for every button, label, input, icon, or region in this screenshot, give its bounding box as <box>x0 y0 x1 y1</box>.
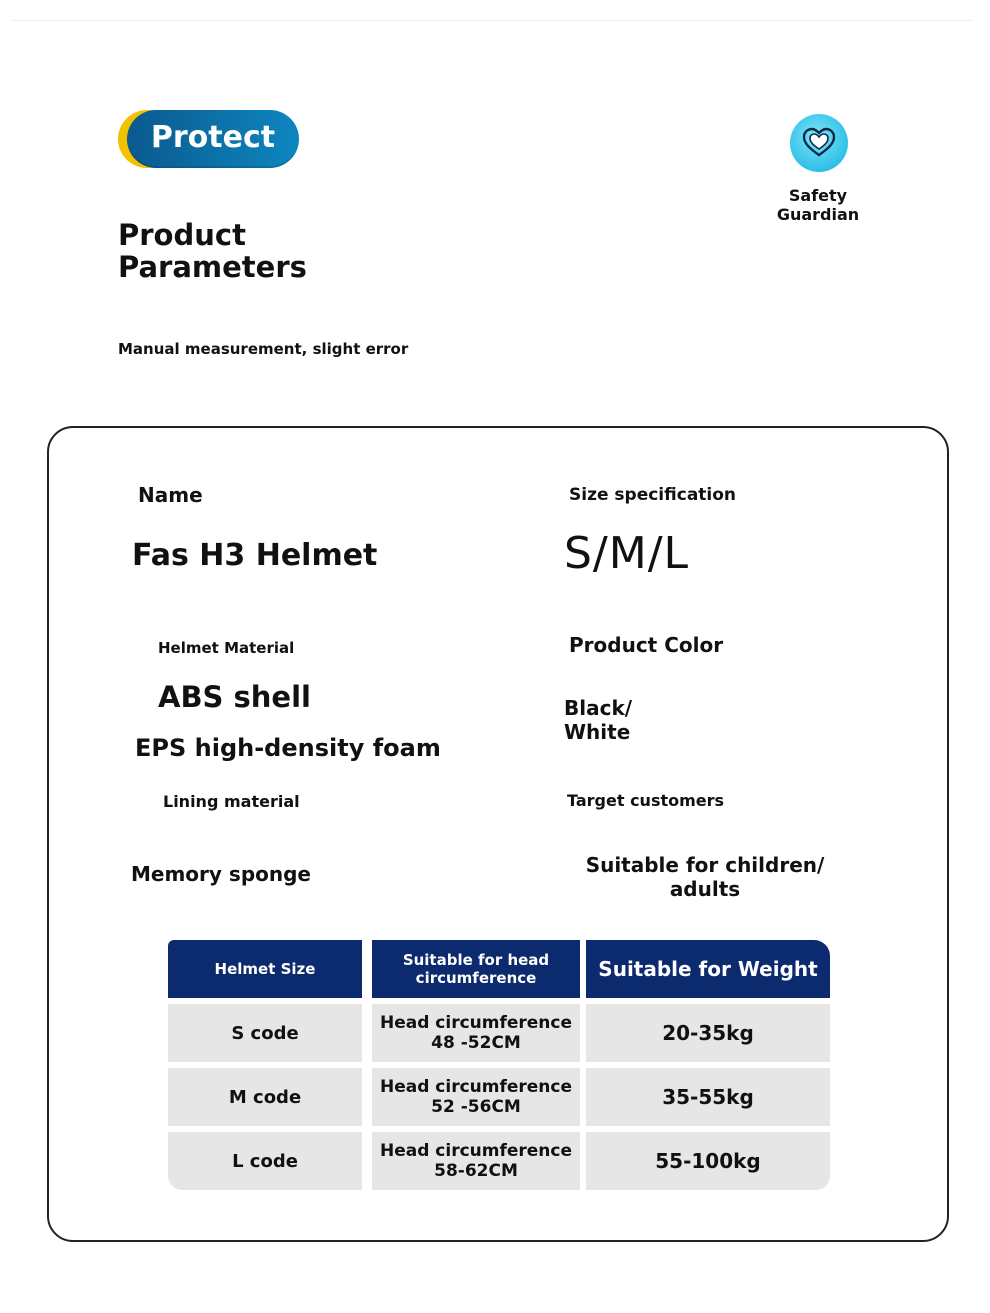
color-value: Black/ White <box>564 696 633 744</box>
table-cell-size: L code <box>168 1132 362 1190</box>
target-label: Target customers <box>567 791 725 810</box>
table-cell-circumference: Head circumference 58-62CM <box>372 1132 580 1190</box>
size-spec-label: Size specification <box>569 485 737 505</box>
table-cell-weight: 20-35kg <box>586 1004 830 1062</box>
protect-logo <box>118 110 299 168</box>
page-title <box>118 219 307 283</box>
measurement-note: Manual measurement, slight error <box>118 340 409 358</box>
name-label: Name <box>138 483 203 507</box>
size-table <box>168 940 830 1190</box>
table-header-size: Helmet Size <box>168 940 362 998</box>
safety-guardian-label: Safety Guardian <box>776 186 860 224</box>
heart-shield-icon <box>790 114 848 172</box>
color-label: Product Color <box>569 633 724 657</box>
table-header-weight: Suitable for Weight <box>586 940 830 998</box>
name-value: Fas H3 Helmet <box>132 538 378 573</box>
material-label: Helmet Material <box>158 639 295 657</box>
top-divider <box>12 20 972 21</box>
table-cell-weight: 35-55kg <box>586 1068 830 1126</box>
page-title-line-2: Parameters <box>118 250 307 284</box>
table-cell-size: S code <box>168 1004 362 1062</box>
target-value: Suitable for children/ adults <box>585 853 825 901</box>
material-value-foam: EPS high-density foam <box>135 734 441 762</box>
table-cell-circumference: Head circumference 48 -52CM <box>372 1004 580 1062</box>
table-header-circumference: Suitable for head circumference <box>372 940 580 998</box>
logo-text: Protect <box>127 110 299 168</box>
table-cell-size: M code <box>168 1068 362 1126</box>
table-cell-weight: 55-100kg <box>586 1132 830 1190</box>
size-spec-value: S/M/L <box>564 528 690 579</box>
material-value-shell: ABS shell <box>158 680 311 714</box>
page-title-line-1: Product <box>118 218 246 252</box>
lining-value: Memory sponge <box>131 862 311 886</box>
lining-label: Lining material <box>163 792 300 811</box>
table-cell-circumference: Head circumference 52 -56CM <box>372 1068 580 1126</box>
